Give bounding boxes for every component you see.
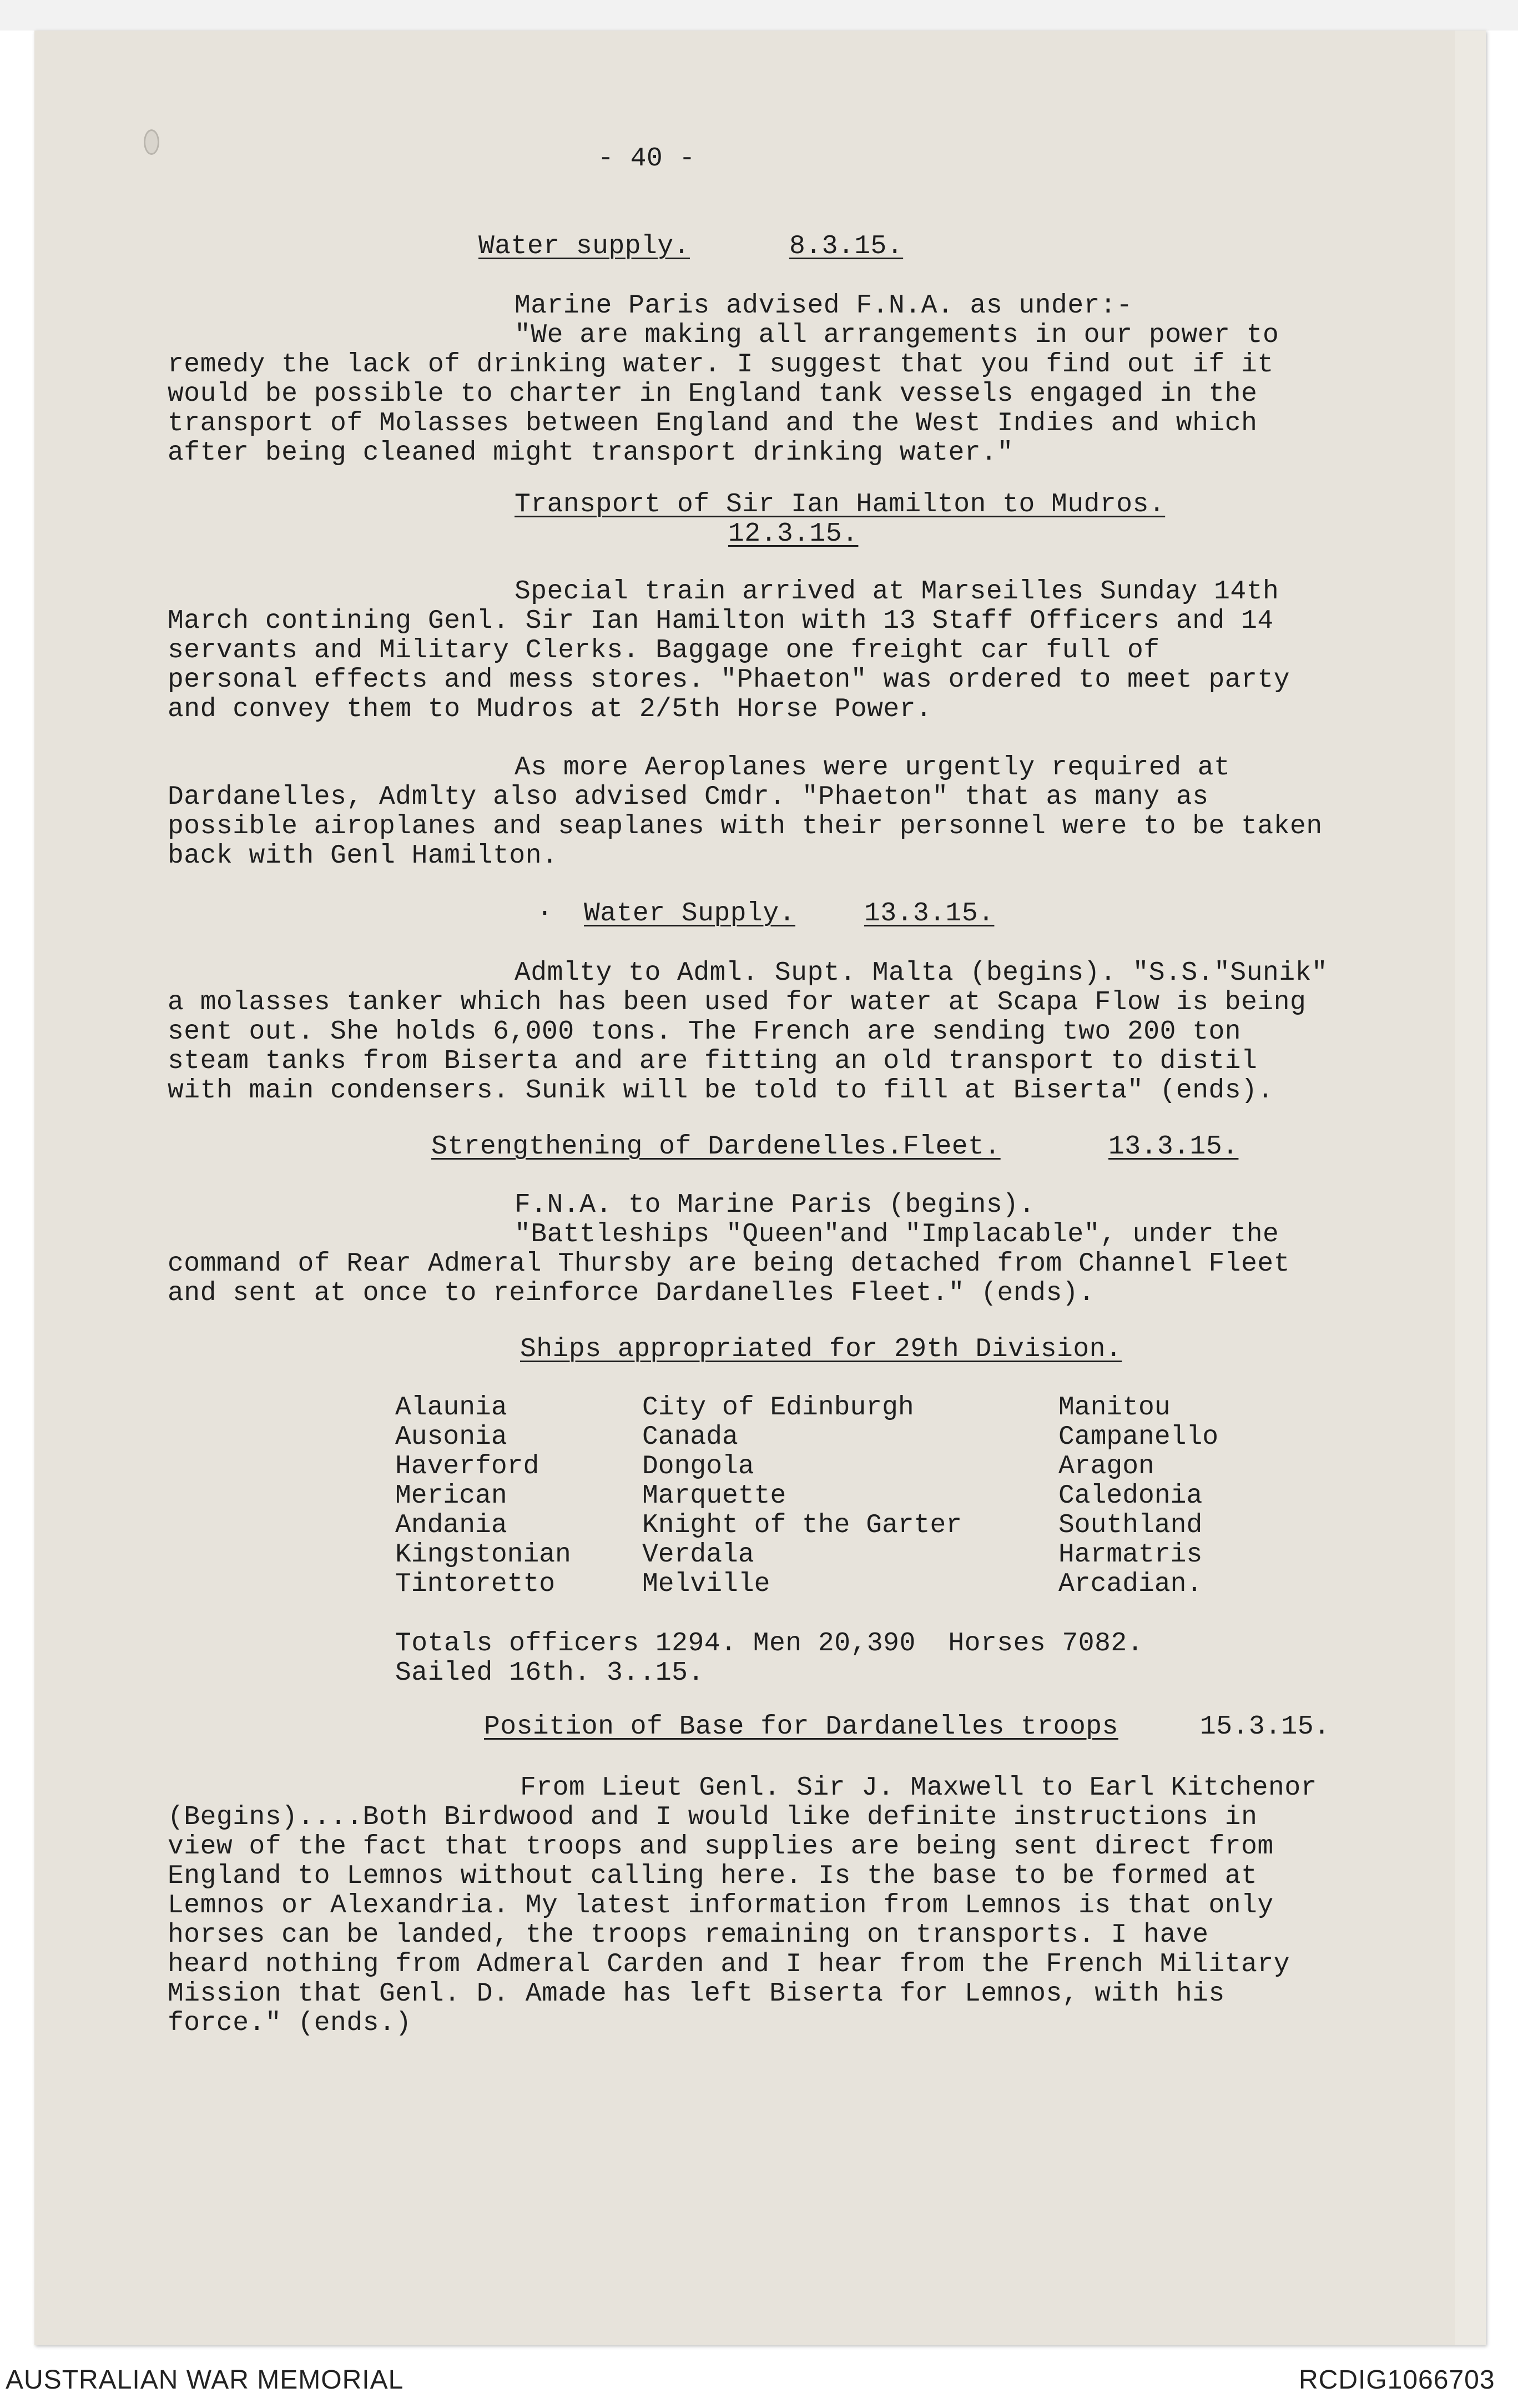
body-line: Lemnos or Alexandria. My latest information from Lemnos is that only: [168, 1891, 1274, 1921]
body-line: sent out. She holds 6,000 tons. The French are sending two 200 ton: [168, 1017, 1242, 1047]
ship-name: Manitou: [1058, 1393, 1171, 1423]
body-line: and sent at once to reinforce Dardanelles Fleet." (ends).: [168, 1278, 1095, 1308]
heading-water-supply: Water supply.: [478, 231, 690, 261]
body-line: force." (ends.): [168, 2008, 412, 2038]
paper-edge: [1455, 31, 1486, 2345]
body-line: Mission that Genl. D. Amade has left Biserta for Lemnos, with his: [168, 1979, 1225, 2009]
body-line: back with Genl Hamilton.: [168, 841, 558, 871]
ship-name: Aragon: [1058, 1452, 1154, 1482]
heading-water-supply-2: Water Supply.: [584, 899, 795, 929]
ship-name: Dongola: [642, 1452, 754, 1482]
date-water-supply-2: 13.3.15.: [864, 899, 995, 929]
heading-hamilton: Transport of Sir Ian Hamilton to Mudros.: [515, 490, 1166, 520]
heading-fleet: Strengthening of Dardenelles.Fleet.: [431, 1132, 1001, 1162]
ship-name: Alaunia: [395, 1393, 507, 1423]
body-line: with main condensers. Sunik will be told to fill at Biserta" (ends).: [168, 1076, 1274, 1106]
body-line: after being cleaned might transport drinking water.": [168, 438, 1013, 468]
heading-ships: Ships appropriated for 29th Division.: [520, 1334, 1122, 1364]
ship-name: Haverford: [395, 1452, 539, 1482]
ship-name: Marquette: [642, 1481, 786, 1511]
punch-hole: [144, 129, 159, 155]
body-line: England to Lemnos without calling here. Is the base to be formed at: [168, 1861, 1258, 1891]
ship-name: Andania: [395, 1510, 507, 1540]
date-base: 15.3.15.: [1200, 1712, 1330, 1742]
ship-name: Southland: [1058, 1510, 1203, 1540]
totals-line: Totals officers 1294. Men 20,390 Horses 7082.: [395, 1629, 1144, 1659]
date-fleet: 13.3.15.: [1108, 1132, 1239, 1162]
ship-name: Harmatris: [1058, 1540, 1203, 1570]
bullet-mark: ·: [537, 899, 553, 929]
ship-name: Tintoretto: [395, 1569, 556, 1599]
body-line: transport of Molasses between England and the West Indies and which: [168, 409, 1258, 439]
ship-name: Campanello: [1058, 1422, 1219, 1452]
ship-name: Arcadian.: [1058, 1569, 1203, 1599]
body-line: horses can be landed, the troops remaining on transports. I have: [168, 1920, 1209, 1950]
ship-name: Verdala: [642, 1540, 754, 1570]
ship-name: Knight of the Garter: [642, 1510, 962, 1540]
body-line: and convey them to Mudros at 2/5th Horse Power.: [168, 694, 932, 724]
body-line: F.N.A. to Marine Paris (begins).: [515, 1190, 1035, 1220]
body-line: "Battleships "Queen"and "Implacable", under the: [515, 1220, 1279, 1250]
body-line: Marine Paris advised F.N.A. as under:-: [515, 291, 1133, 321]
body-line: (Begins)....Both Birdwood and I would like definite instructions in: [168, 1802, 1258, 1832]
ship-name: Canada: [642, 1422, 738, 1452]
body-line: heard nothing from Admeral Carden and I hear from the French Military: [168, 1949, 1290, 1979]
body-line: From Lieut Genl. Sir J. Maxwell to Earl Kitchenor: [520, 1773, 1317, 1803]
document-page: [34, 31, 1486, 2345]
heading-base: Position of Base for Dardanelles troops: [484, 1712, 1118, 1742]
page-number: - 40 -: [598, 144, 695, 174]
body-line: a molasses tanker which has been used for water at Scapa Flow is being: [168, 988, 1307, 1017]
body-line: remedy the lack of drinking water. I suggest that you find out if it: [168, 350, 1274, 380]
ship-name: Ausonia: [395, 1422, 507, 1452]
footer-record-id: RCDIG1066703: [1299, 2365, 1495, 2395]
body-line: command of Rear Admeral Thursby are being detached from Channel Fleet: [168, 1249, 1290, 1279]
date-hamilton: 12.3.15.: [728, 519, 859, 549]
ship-name: City of Edinburgh: [642, 1393, 914, 1423]
body-line: possible airoplanes and seaplanes with their personnel were to be taken: [168, 812, 1323, 842]
body-line: March contining Genl. Sir Ian Hamilton with 13 Staff Officers and 14: [168, 606, 1274, 636]
date-water-supply: 8.3.15.: [789, 231, 904, 261]
body-line: personal effects and mess stores. "Phaeton" was ordered to meet party: [168, 665, 1290, 695]
top-strip: [0, 0, 1518, 31]
ship-name: Melville: [642, 1569, 770, 1599]
body-line: servants and Military Clerks. Baggage one freight car full of: [168, 636, 1160, 666]
body-line: Special train arrived at Marseilles Sunday 14th: [515, 577, 1279, 607]
ship-name: Kingstonian: [395, 1540, 571, 1570]
body-line: would be possible to charter in England tank vessels engaged in the: [168, 379, 1258, 409]
body-line: view of the fact that troops and supplies are being sent direct from: [168, 1832, 1274, 1862]
body-line: steam tanks from Biserta and are fitting an old transport to distil: [168, 1046, 1258, 1076]
ship-name: Caledonia: [1058, 1481, 1203, 1511]
body-line: Dardanelles, Admlty also advised Cmdr. "Phaeton" that as many as: [168, 782, 1209, 812]
body-line: As more Aeroplanes were urgently required at: [515, 753, 1230, 783]
sailed-line: Sailed 16th. 3..15.: [395, 1658, 704, 1688]
footer-archive-name: AUSTRALIAN WAR MEMORIAL: [6, 2365, 404, 2395]
body-line: Admlty to Adml. Supt. Malta (begins). "S.S."Sunik": [515, 958, 1328, 988]
ship-name: Merican: [395, 1481, 507, 1511]
body-line: "We are making all arrangements in our power to: [515, 320, 1279, 350]
